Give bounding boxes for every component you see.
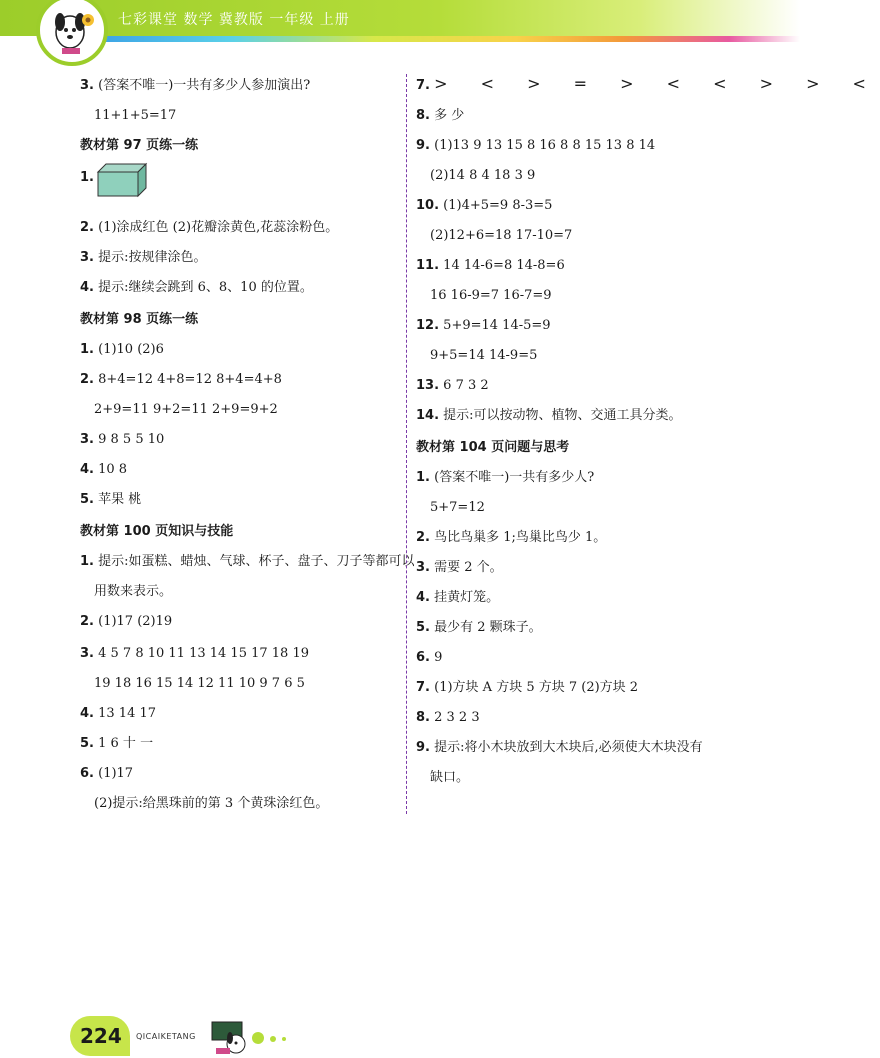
section-heading: 教材第 104 页问题与思考 [416, 440, 570, 455]
answer-line: 7. > < > = > < < > > < [416, 74, 880, 93]
answer-line: 5. 苹果 桃 [80, 492, 142, 507]
page-header [0, 0, 800, 60]
answer-line: 9. (1)13 9 13 15 8 16 8 8 15 13 8 14 [416, 138, 656, 153]
dog-mascot-icon [40, 0, 104, 62]
answer-line: 6. (1)17 [80, 766, 134, 781]
answer-line: 4. 13 14 17 [80, 706, 157, 721]
header-rainbow-stripe [90, 36, 800, 42]
section-heading: 教材第 97 页练一练 [80, 138, 199, 153]
answer-line: 5. 1 6 十 一 [80, 736, 154, 751]
answer-line: 4. 提示:继续会跳到 6、8、10 的位置。 [80, 280, 313, 295]
decor-dot [282, 1037, 286, 1041]
answer-line: 19 18 16 15 14 12 11 10 9 7 6 5 [94, 676, 305, 691]
answer-line: 10. (1)4+5=9 8-3=5 [416, 198, 553, 213]
mascot-figure-icon [206, 1016, 256, 1056]
answer-line: 14. 提示:可以按动物、植物、交通工具分类。 [416, 408, 682, 423]
section-heading: 教材第 100 页知识与技能 [80, 524, 234, 539]
answer-line: 4. 10 8 [80, 462, 128, 477]
decor-dot [252, 1032, 264, 1044]
answer-line: 1. (答案不唯一)一共有多少人? [416, 470, 595, 485]
answer-line: 3. 需要 2 个。 [416, 560, 503, 575]
cuboid-figure-icon [96, 162, 148, 198]
answer-line: 3. (答案不唯一)一共有多少人参加演出? [80, 78, 311, 93]
answer-line: 6. 9 [416, 650, 443, 665]
page-footer [0, 1016, 800, 1058]
answer-line: (2)12+6=18 17-10=7 [430, 228, 573, 243]
answer-line: 11+1+5=17 [94, 108, 177, 123]
answer-line: 2. 鸟比鸟巢多 1;鸟巢比鸟少 1。 [416, 530, 607, 545]
answer-line: 5+7=12 [430, 500, 485, 515]
answer-line: 16 16-9=7 16-7=9 [430, 288, 552, 303]
answer-line: (2)14 8 4 18 3 9 [430, 168, 536, 183]
answer-line: (2)提示:给黑珠前的第 3 个黄珠涂红色。 [94, 796, 329, 811]
answer-line: 3. 9 8 5 5 10 [80, 432, 165, 447]
answer-line: 9. 提示:将小木块放到大木块后,必须使大木块没有 [416, 740, 703, 755]
decor-dot [270, 1036, 276, 1042]
answer-line: 1. [80, 168, 94, 188]
answer-line: 1. 提示:如蛋糕、蜡烛、气球、杯子、盘子、刀子等都可以 [80, 554, 415, 569]
answer-line: 4. 挂黄灯笼。 [416, 590, 500, 605]
mascot-logo [36, 0, 108, 66]
answer-line: 2. 8+4=12 4+8=12 8+4=4+8 [80, 372, 282, 387]
header-title: 七彩课堂 数学 冀教版 一年级 上册 [118, 12, 350, 28]
answer-line: 3. 提示:按规律涂色。 [80, 250, 207, 265]
answer-line: 7. (1)方块 A 方块 5 方块 7 (2)方块 2 [416, 680, 639, 695]
answer-line: 5. 最少有 2 颗珠子。 [416, 620, 542, 635]
answer-line: 2+9=11 9+2=11 2+9=9+2 [94, 402, 278, 417]
answer-line: 13. 6 7 3 2 [416, 378, 489, 393]
answer-line: 用数来表示。 [94, 584, 173, 599]
answer-line: 11. 14 14-6=8 14-8=6 [416, 258, 565, 273]
answer-line: 12. 5+9=14 14-5=9 [416, 318, 551, 333]
column-divider [406, 74, 407, 814]
answer-line: 1. (1)10 (2)6 [80, 342, 164, 357]
answer-line: 缺口。 [430, 770, 470, 785]
page-number: 224 [80, 1024, 122, 1048]
section-heading: 教材第 98 页练一练 [80, 312, 199, 327]
answer-line: 2. (1)17 (2)19 [80, 614, 173, 629]
footer-brand: QICAIKETANG [136, 1032, 196, 1041]
answer-line: 8. 2 3 2 3 [416, 710, 480, 725]
answer-line: 2. (1)涂成红色 (2)花瓣涂黄色,花蕊涂粉色。 [80, 220, 339, 235]
answer-line: 8. 多 少 [416, 108, 465, 123]
answer-line: 9+5=14 14-9=5 [430, 348, 538, 363]
answer-line: 3. 4 5 7 8 10 11 13 14 15 17 18 19 [80, 646, 310, 661]
